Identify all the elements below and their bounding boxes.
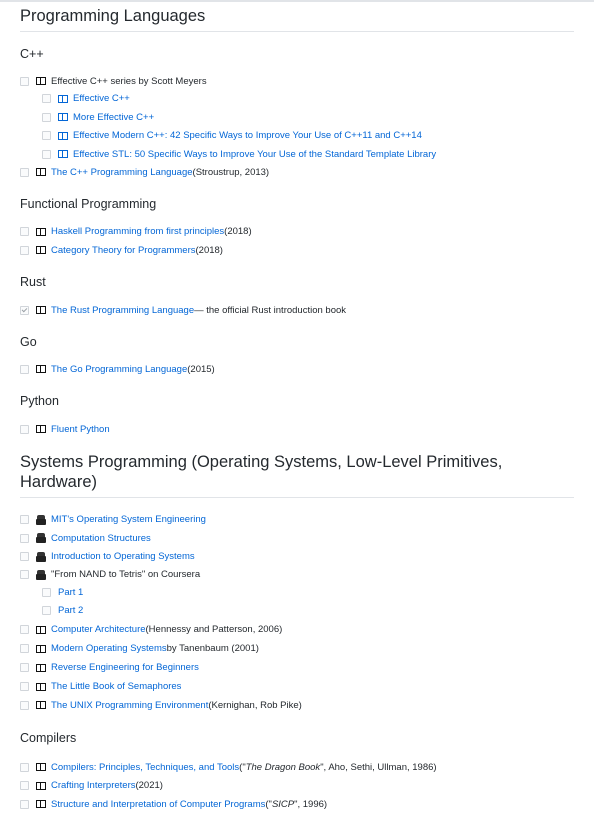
checkbox-icon[interactable] (20, 701, 29, 710)
course-link[interactable]: Introduction to Operating Systems (51, 551, 195, 562)
book-link[interactable]: The Little Book of Semaphores (51, 681, 182, 692)
heading-python: Python (20, 394, 59, 408)
book-link[interactable]: The C++ Programming Language (51, 166, 193, 178)
book-icon (58, 150, 68, 158)
list-item (20, 510, 574, 529)
list-item (20, 89, 574, 108)
section-title-systems-programming: Systems Programming (Operating Systems, Low-Level Primitives, Hardware) (20, 452, 574, 498)
book-icon (36, 246, 46, 254)
book-link[interactable]: The UNIX Programming Environment (51, 699, 209, 711)
item-suffix: (Kernighan, Rob Pike) (208, 699, 302, 711)
list-item (20, 583, 574, 601)
book-icon (36, 306, 46, 314)
book-icon (36, 365, 46, 373)
book-link[interactable]: The Rust Programming Language (51, 304, 195, 316)
book-link[interactable]: The Go Programming Language (51, 363, 188, 375)
list-item (20, 776, 574, 795)
item-suffix: (Stroustrup, 2013) (192, 166, 270, 178)
list-cpp (20, 73, 574, 181)
checkbox-icon[interactable] (20, 800, 29, 809)
book-icon (58, 113, 68, 121)
book-link[interactable]: Haskell Programming from first principles (51, 226, 225, 237)
item-suffix: (2018) (195, 244, 223, 256)
checkbox-icon[interactable] (20, 168, 29, 177)
item-nickname: The Dragon Book (245, 761, 321, 773)
list-item (20, 566, 574, 583)
course-link[interactable]: Part 1 (58, 586, 84, 598)
checkbox-icon[interactable] (20, 570, 29, 579)
item-suffix: — the official Rust introduction book (194, 304, 347, 316)
list-item (20, 795, 574, 813)
list-item (20, 73, 574, 89)
item-suffix: by Tanenbaum (2001) (166, 643, 259, 654)
checkbox-icon[interactable] (42, 606, 51, 615)
book-link[interactable]: Modern Operating Systems (51, 643, 167, 654)
book-icon (36, 645, 46, 653)
book-icon (58, 132, 68, 140)
list-item (20, 677, 574, 696)
course-link[interactable]: Computation Structures (51, 532, 151, 544)
lecture-icon (36, 552, 46, 562)
heading-rust: Rust (20, 275, 46, 289)
book-link[interactable]: Compilers: Principles, Techniques, and Tools (51, 761, 240, 773)
checkbox-icon[interactable] (20, 77, 29, 86)
list-item (20, 620, 574, 639)
lecture-icon (36, 570, 46, 580)
book-icon (36, 800, 46, 808)
list-item (20, 529, 574, 547)
checkbox-icon[interactable] (20, 306, 29, 315)
course-link[interactable]: MIT's Operating System Engineering (51, 514, 206, 525)
book-icon (36, 228, 46, 236)
list-item (20, 758, 574, 776)
book-link[interactable]: Effective Modern C++: 42 Specific Ways to Improve Your Use of C++11 and C++14 (73, 130, 422, 141)
checkbox-icon[interactable] (42, 131, 51, 140)
list-item (20, 301, 574, 319)
book-icon (36, 168, 46, 176)
item-suffix: (2015) (187, 363, 215, 375)
checkbox-icon[interactable] (20, 534, 29, 543)
checkbox-icon[interactable] (42, 588, 51, 597)
book-icon (36, 683, 46, 691)
heading-cpp: C++ (20, 47, 44, 61)
book-icon (36, 77, 46, 85)
checkbox-icon[interactable] (20, 663, 29, 672)
list-item (20, 145, 574, 163)
checkbox-icon[interactable] (20, 644, 29, 653)
checkbox-icon[interactable] (20, 763, 29, 772)
book-icon (36, 701, 46, 709)
list-item (20, 639, 574, 658)
heading-functional-programming: Functional Programming (20, 197, 157, 211)
checkbox-icon[interactable] (20, 246, 29, 255)
book-link[interactable]: Effective STL: 50 Specific Ways to Improve Your Use of the Standard Template Library (73, 148, 437, 160)
item-suffix: (2018) (224, 226, 252, 237)
checkbox-icon[interactable] (20, 227, 29, 236)
heading-compilers: Compilers (20, 731, 77, 745)
checkbox-icon[interactable] (42, 94, 51, 103)
checkbox-icon[interactable] (20, 682, 29, 691)
list-item (20, 222, 574, 241)
top-border (0, 0, 594, 2)
checkbox-icon[interactable] (20, 365, 29, 374)
book-link[interactable]: Fluent Python (51, 423, 110, 435)
book-link[interactable]: Computer Architecture (51, 624, 146, 635)
checkbox-icon[interactable] (20, 625, 29, 634)
course-link[interactable]: Part 2 (58, 605, 84, 616)
book-link[interactable]: More Effective C++ (73, 111, 155, 123)
list-item (20, 163, 574, 181)
book-link[interactable]: Crafting Interpreters (51, 780, 136, 791)
item-suffix-post: ", 1996) (294, 798, 328, 810)
checkbox-icon[interactable] (42, 113, 51, 122)
book-link[interactable]: Effective C++ (73, 93, 130, 104)
item-suffix-pre: (" (239, 761, 246, 773)
checkbox-icon[interactable] (42, 150, 51, 159)
item-suffix-pre: (" (265, 798, 272, 810)
item-nickname: SICP (271, 798, 295, 810)
book-link[interactable]: Structure and Interpretation of Computer Programs (51, 798, 266, 810)
list-go (20, 360, 574, 378)
list-item (20, 696, 574, 714)
list-item (20, 601, 574, 620)
book-icon (36, 425, 46, 433)
item-suffix: (Hennessy and Patterson, 2006) (145, 624, 283, 635)
item-text: Effective C++ series by Scott Meyers (51, 75, 207, 87)
heading-go: Go (20, 335, 37, 349)
list-functional (20, 222, 574, 259)
list-python (20, 420, 574, 438)
book-link[interactable]: Category Theory for Programmers (51, 244, 196, 256)
section-title-programming-languages: Programming Languages (20, 6, 574, 32)
checkbox-icon[interactable] (20, 515, 29, 524)
checkbox-icon[interactable] (20, 552, 29, 561)
list-item (20, 658, 574, 677)
lecture-icon (36, 533, 46, 543)
list-item (20, 547, 574, 566)
checkbox-icon[interactable] (20, 425, 29, 434)
list-item (20, 241, 574, 259)
book-icon (36, 626, 46, 634)
book-icon (36, 763, 46, 771)
book-icon (36, 664, 46, 672)
list-rust (20, 301, 574, 319)
book-icon (58, 95, 68, 103)
item-suffix-post: ", Aho, Sethi, Ullman, 1986) (320, 761, 437, 773)
list-item (20, 360, 574, 378)
list-compilers (20, 758, 574, 813)
item-text: "From NAND to Tetris" on Coursera (51, 569, 201, 580)
lecture-icon (36, 515, 46, 525)
item-suffix: (2021) (135, 780, 163, 791)
list-item (20, 420, 574, 438)
list-item (20, 108, 574, 126)
book-icon (36, 782, 46, 790)
book-link[interactable]: Reverse Engineering for Beginners (51, 662, 199, 673)
checkbox-icon[interactable] (20, 781, 29, 790)
list-item (20, 126, 574, 145)
list-systems (20, 510, 574, 714)
